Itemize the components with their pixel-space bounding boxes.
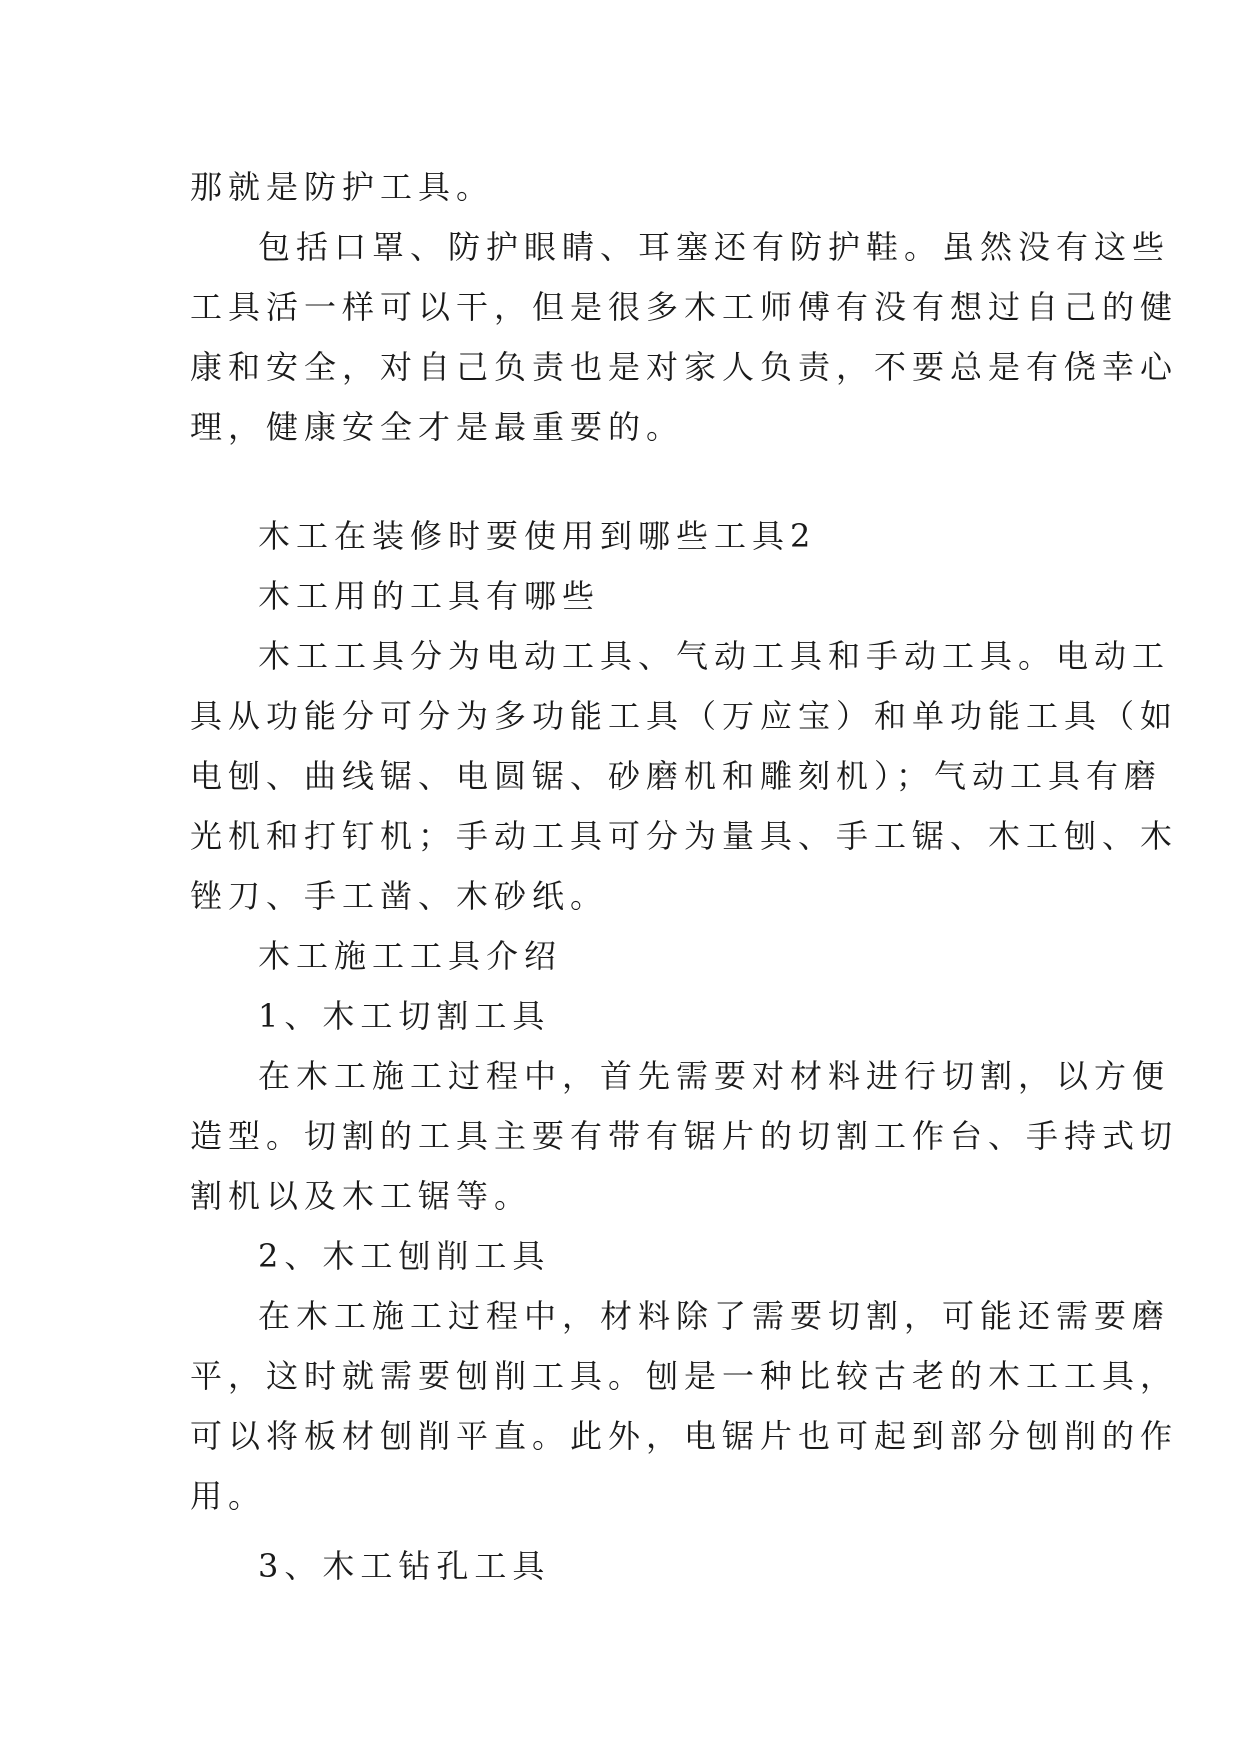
subheading: 木工用的工具有哪些 xyxy=(258,577,601,615)
paragraph-line: 理，健康安全才是最重要的。 xyxy=(190,408,685,446)
section-heading: 木工在装修时要使用到哪些工具2 xyxy=(258,517,817,555)
subheading: 木工施工工具介绍 xyxy=(258,937,563,975)
paragraph-line: 锉刀、手工凿、木砂纸。 xyxy=(190,877,609,915)
paragraph-line: 造型。切割的工具主要有带有锯片的切割工作台、手持式切 xyxy=(190,1117,1179,1155)
paragraph-line: 那就是防护工具。 xyxy=(190,168,495,206)
list-heading: 3、木工钻孔工具 xyxy=(258,1547,551,1585)
paragraph-line: 光机和打钉机；手动工具可分为量具、手工锯、木工刨、木 xyxy=(190,817,1179,855)
paragraph-line: 电刨、曲线锯、电圆锯、砂磨机和雕刻机）；气动工具有磨 xyxy=(190,757,1163,795)
list-heading: 1、木工切割工具 xyxy=(258,997,551,1035)
paragraph-line: 用。 xyxy=(190,1477,267,1515)
paragraph-line: 割机以及木工锯等。 xyxy=(190,1177,533,1215)
paragraph-line: 具从功能分可分为多功能工具（万应宝）和单功能工具（如 xyxy=(190,697,1179,735)
paragraph-line: 平，这时就需要刨削工具。刨是一种比较古老的木工工具， xyxy=(190,1357,1179,1395)
paragraph-line: 工具活一样可以干，但是很多木工师傅有没有想过自己的健 xyxy=(190,288,1179,326)
paragraph-line: 康和安全，对自己负责也是对家人负责，不要总是有侥幸心 xyxy=(190,348,1179,386)
paragraph-line: 在木工施工过程中，材料除了需要切割，可能还需要磨 xyxy=(258,1297,1171,1335)
paragraph-line: 木工工具分为电动工具、气动工具和手动工具。电动工 xyxy=(258,637,1171,675)
paragraph-line: 在木工施工过程中，首先需要对材料进行切割，以方便 xyxy=(258,1057,1171,1095)
list-heading: 2、木工刨削工具 xyxy=(258,1237,551,1275)
paragraph-line: 可以将板材刨削平直。此外，电锯片也可起到部分刨削的作 xyxy=(190,1417,1179,1455)
paragraph-line: 包括口罩、防护眼睛、耳塞还有防护鞋。虽然没有这些 xyxy=(258,228,1171,266)
